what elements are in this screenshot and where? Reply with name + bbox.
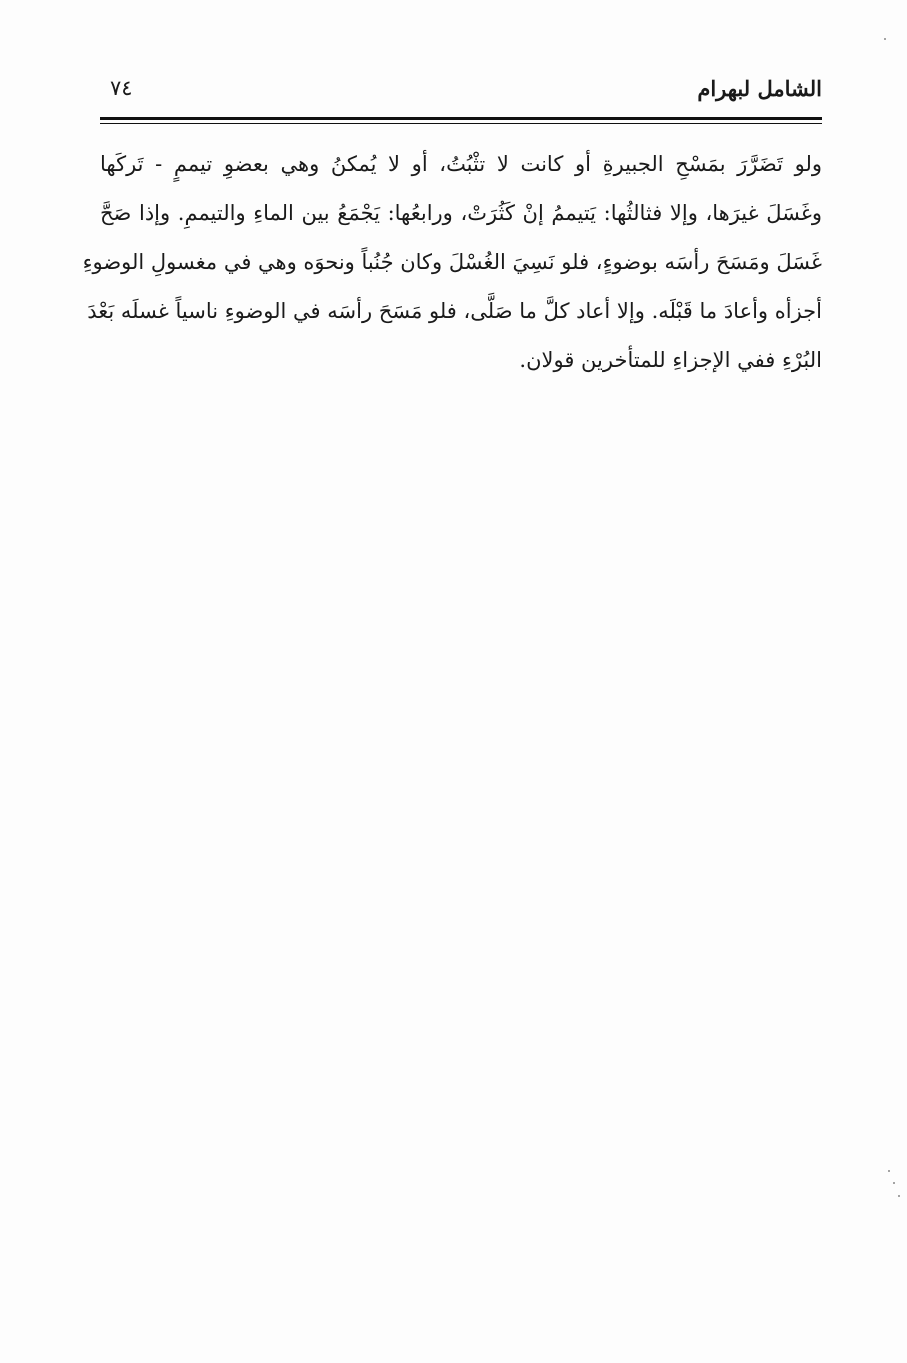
- scan-speck: [884, 38, 886, 40]
- text-line: غَسَلَ ومَسَحَ رأسَه بوضوءٍ، فلو نَسِيَ الغُسْلَ وكان جُنُباً ونحوَه وهي في مغسولِ الوضوءِ: [82, 250, 822, 274]
- scan-speck: [888, 1170, 890, 1172]
- text-line: أجزأه وأعادَ ما قَبْلَه. وإلا أعاد كلَّ ما صَلَّى، فلو مَسَحَ رأسَه في الوضوءِ ناسياً غسلَه بَعْدَ: [87, 299, 822, 323]
- text-line: ولو تَضَرَّرَ بمَسْحِ الجبيرةِ أو كانت لا تثْبُتُ، أو لا يُمكنُ وهي بعضوِ تيممٍ - تَركَها: [100, 152, 822, 176]
- scan-speck: [893, 1182, 895, 1184]
- header-rule-thin: [100, 123, 822, 124]
- running-title: الشامل لبهرام: [697, 76, 822, 101]
- page-header: [100, 66, 822, 118]
- header-rule-thick: [100, 117, 822, 120]
- page-number: ٧٤: [110, 76, 133, 100]
- body-text: [82, 140, 822, 385]
- text-line: وغَسَلَ غيرَها، وإلا فثالثُها: يَتيممُ إنْ كَثُرَتْ، ورابعُها: يَجْمَعُ بين الماءِ والتيممِ. وإذا صَحَّ: [100, 201, 822, 225]
- scan-speck: [898, 1195, 900, 1197]
- text-line: البُرْءِ ففي الإجزاءِ للمتأخرين قولان.: [519, 348, 822, 372]
